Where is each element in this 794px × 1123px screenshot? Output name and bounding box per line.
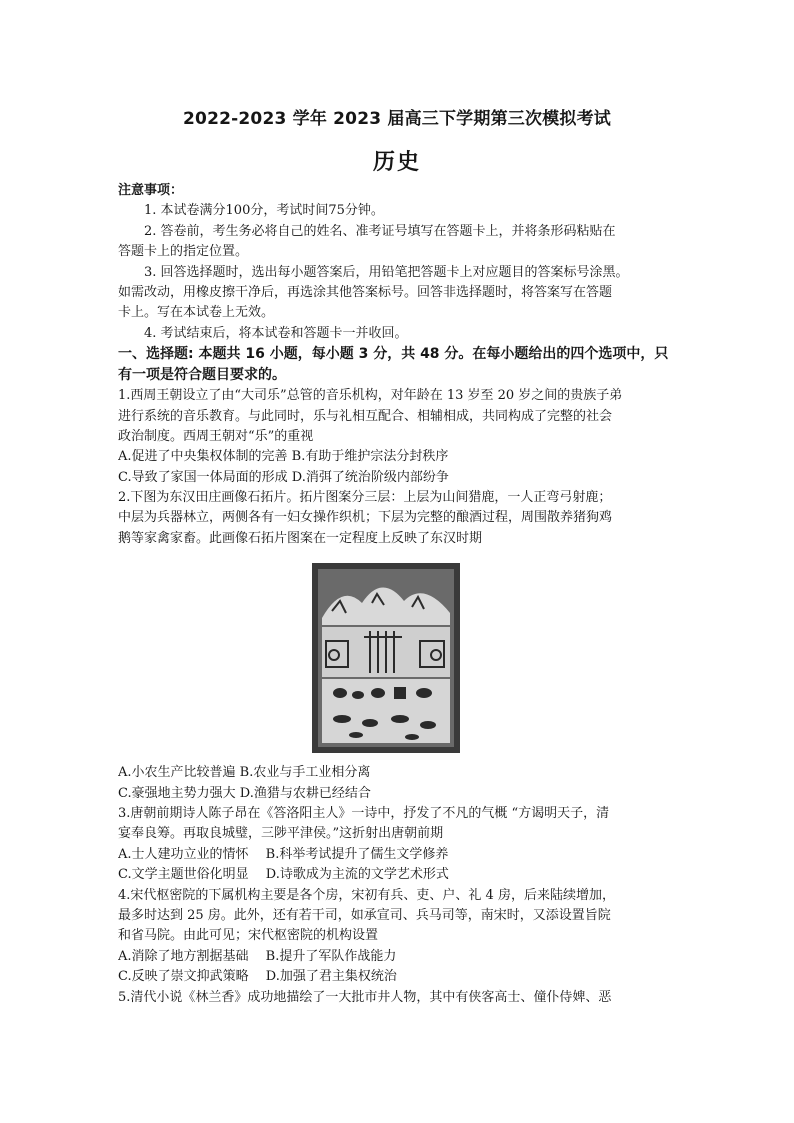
notice-line: 1. 本试卷满分100分，考试时间75分钟。 [144, 203, 384, 219]
notice-heading: 注意事项： [118, 183, 184, 198]
notice-line: 如需改动，用橡皮擦干净后，再选涂其他答案标号。回答非选择题时，将答案写在答题 [118, 284, 613, 300]
question-1-stem: 政治制度。西周王朝对“乐”的重视 [118, 428, 314, 444]
question-1-stem: 1.西周王朝设立了由“大司乐”总管的音乐机构，对年龄在 13 岁至 20 岁之间的贵族子弟 [118, 388, 623, 404]
notice-line: 3. 回答选择题时，选出每小题答案后，用铅笔把答题卡上对应题目的答案标号涂黑。 [144, 264, 629, 280]
question-4-options: C.反映了崇文抑武策略 D.加强了君主集权统治 [118, 969, 397, 985]
subject-title: 历史 [372, 150, 421, 175]
question-2-options: A.小农生产比较普遍 B.农业与手工业相分离 [118, 765, 371, 781]
question-3-stem: 3.唐朝前期诗人陈子昂在《答洛阳主人》一诗中，抒发了不凡的气概 “方谒明天子，清 [118, 806, 610, 822]
notice-line: 答题卡上的指定位置。 [118, 244, 249, 260]
notice-line: 2. 答卷前，考生务必将自己的姓名、准考证号填写在答题卡上，并将条形码粘贴在 [144, 223, 616, 239]
han-stone-rubbing-image [312, 563, 460, 753]
exam-content [118, 181, 678, 1008]
question-2-stem: 2.下图为东汉田庄画像石拓片。拓片图案分三层：上层为山间猎鹿，一人正弯弓射鹿； [118, 490, 612, 506]
exam-title: 2022-2023 学年 2023 届高三下学期第三次模拟考试 [183, 109, 611, 129]
question-1-stem: 进行系统的音乐教育。与此同时，乐与礼相互配合、相辅相成，共同构成了完整的社会 [118, 408, 613, 424]
question-4-stem: 4.宋代枢密院的下属机构主要是各个房，宋初有兵、吏、户、礼 4 房，后来陆续增加， [118, 887, 615, 903]
question-5-stem: 5.清代小说《林兰香》成功地描绘了一大批市井人物，其中有侠客高士、僮仆侍婢、恶 [118, 989, 612, 1005]
question-4-stem: 和省马院。由此可见；宋代枢密院的机构设置 [118, 928, 379, 944]
question-4-stem: 最多时达到 25 房。此外，还有若干司，如承宣司、兵马司等，南宋时，又添设置旨院 [118, 907, 611, 923]
section-heading: 一、选择题: 本题共 16 小题，每小题 3 分，共 48 分。在每小题给出的四个选项中，只 [118, 346, 669, 363]
question-3-stem: 宴奉良筹。再取良城璧，三陟平津侯。”这折射出唐朝前期 [118, 826, 444, 842]
question-3-options: A.士人建功立业的情怀 B.科举考试提升了儒生文学修养 [118, 846, 449, 862]
question-2-stem: 鹅等家禽家畜。此画像石拓片图案在一定程度上反映了东汉时期 [118, 530, 483, 546]
question-1-options: C.导致了家国一体局面的形成 D.消弭了统治阶级内部纷争 [118, 469, 449, 485]
question-1-options: A.促进了中央集权体制的完善 B.有助于维护宗法分封秩序 [118, 449, 449, 465]
question-4-options: A.消除了地方割据基础 B.提升了军队作战能力 [118, 948, 397, 964]
notice-line: 4. 考试结束后，将本试卷和答题卡一并收回。 [144, 325, 408, 341]
question-2-options: C.豪强地主势力强大 D.渔猎与农耕已经结合 [118, 785, 371, 801]
notice-line: 卡上。写在本试卷上无效。 [118, 305, 275, 321]
section-heading: 有一项是符合题目要求的。 [118, 367, 286, 384]
question-2-stem: 中层为兵器林立，两侧各有一妇女操作织机；下层为完整的酿酒过程，周围散养猪狗鸡 [118, 510, 613, 526]
question-3-options: C.文学主题世俗化明显 D.诗歌成为主流的文学艺术形式 [118, 867, 449, 883]
